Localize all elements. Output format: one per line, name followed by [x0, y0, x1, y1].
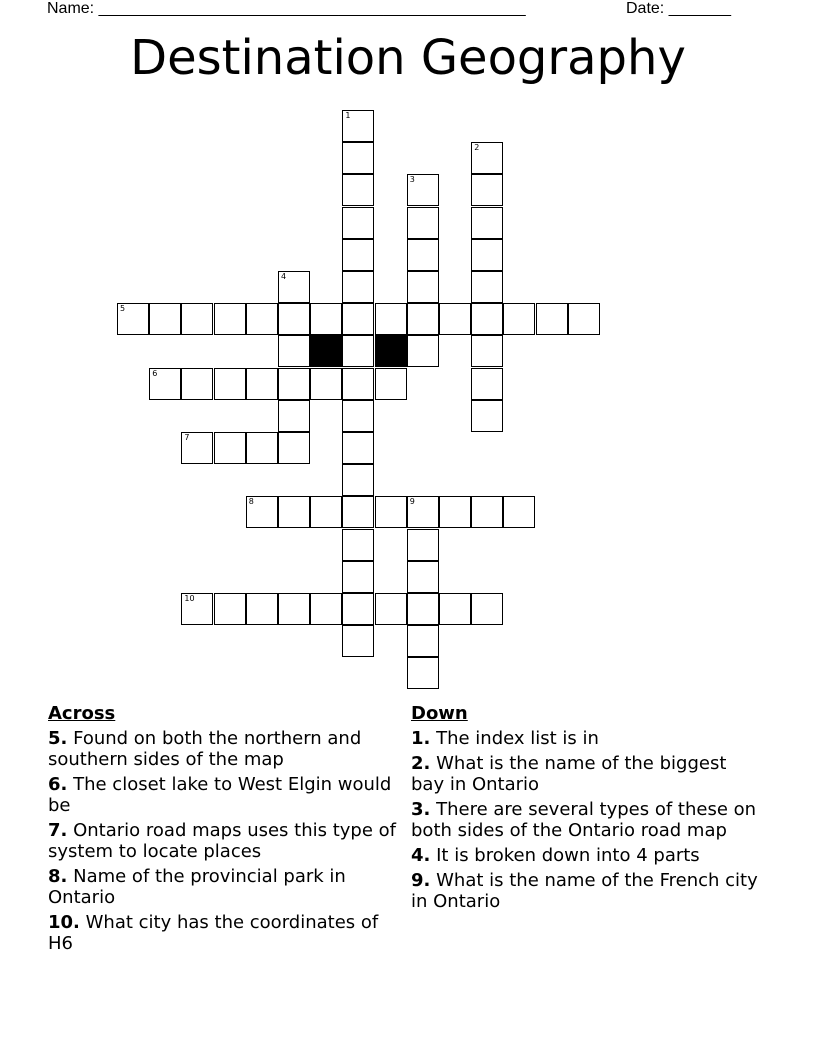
grid-cell[interactable] [246, 496, 278, 528]
grid-cell[interactable] [149, 303, 181, 335]
grid-cell[interactable] [214, 368, 246, 400]
grid-cell[interactable] [407, 207, 439, 239]
clue-text: Ontario road maps uses this type of system to locate places [48, 820, 397, 862]
grid-cell[interactable] [278, 593, 310, 625]
grid-cell[interactable] [342, 400, 374, 432]
grid-cell[interactable] [471, 239, 503, 271]
grid-cell[interactable] [342, 368, 374, 400]
grid-cell[interactable] [278, 271, 310, 303]
grid-cell[interactable] [310, 368, 342, 400]
clue-number: 2. [411, 753, 431, 774]
grid-cell[interactable] [342, 142, 374, 174]
grid-cell[interactable] [246, 593, 278, 625]
grid-cell[interactable] [310, 496, 342, 528]
grid-cell[interactable] [407, 496, 439, 528]
grid-cell[interactable] [375, 593, 407, 625]
grid-cell[interactable] [471, 335, 503, 367]
grid-cell[interactable] [439, 496, 471, 528]
grid-cell[interactable] [471, 593, 503, 625]
grid-cell[interactable] [278, 368, 310, 400]
clue-text: Name of the provincial park in Ontario [48, 866, 346, 908]
grid-cell[interactable] [471, 496, 503, 528]
grid-cell[interactable] [471, 142, 503, 174]
grid-cell[interactable] [278, 303, 310, 335]
grid-cell[interactable] [342, 496, 374, 528]
clue-number: 8. [48, 866, 68, 887]
grid-cell[interactable] [375, 368, 407, 400]
grid-cell[interactable] [568, 303, 600, 335]
down-clue [411, 753, 761, 795]
grid-cell[interactable] [149, 368, 181, 400]
down-clue [411, 728, 761, 749]
grid-cell[interactable] [471, 400, 503, 432]
down-clue [411, 845, 761, 866]
grid-cell[interactable] [471, 303, 503, 335]
across-clue [48, 774, 398, 816]
clue-number-label: 10 [184, 594, 195, 603]
grid-cell[interactable] [503, 496, 535, 528]
across-clues [48, 703, 398, 958]
grid-cell[interactable] [407, 657, 439, 689]
grid-cell[interactable] [214, 303, 246, 335]
grid-cell[interactable] [214, 593, 246, 625]
down-clue [411, 799, 761, 841]
clue-text: Found on both the northern and southern sides of the map [48, 728, 362, 770]
grid-cell[interactable] [342, 335, 374, 367]
grid-cell[interactable] [407, 561, 439, 593]
across-clue [48, 912, 398, 954]
grid-cell[interactable] [342, 593, 374, 625]
clue-text: It is broken down into 4 parts [436, 845, 700, 866]
grid-cell[interactable] [471, 174, 503, 206]
grid-cell[interactable] [342, 110, 374, 142]
grid-cell[interactable] [407, 625, 439, 657]
across-heading: Across [48, 703, 116, 724]
grid-cell[interactable] [342, 625, 374, 657]
grid-cell[interactable] [407, 174, 439, 206]
across-clue [48, 866, 398, 908]
clue-number: 4. [411, 845, 431, 866]
clue-text: What is the name of the French city in Ontario [411, 870, 758, 912]
clue-number-label: 3 [409, 175, 415, 185]
grid-cell[interactable] [181, 368, 213, 400]
grid-cell[interactable] [342, 239, 374, 271]
clue-number: 1. [411, 728, 431, 749]
grid-cell[interactable] [214, 432, 246, 464]
clue-number-label: 7 [184, 433, 190, 442]
clue-number-label: 1 [345, 111, 351, 120]
clue-text: The closet lake to West Elgin would be [48, 774, 392, 816]
down-clue [411, 870, 761, 912]
grid-cell[interactable] [342, 271, 374, 303]
grid-cell[interactable] [407, 239, 439, 271]
grid-cell[interactable] [471, 207, 503, 239]
grid-cell[interactable] [278, 432, 310, 464]
clue-number: 5. [48, 728, 68, 749]
clue-text: There are several types of these on both sides of the Ontario road map [411, 799, 757, 841]
grid-cell[interactable] [342, 432, 374, 464]
grid-cell[interactable] [246, 432, 278, 464]
clue-number: 7. [48, 820, 68, 841]
grid-cell[interactable] [375, 496, 407, 528]
clue-text: The index list is in [436, 728, 599, 749]
grid-cell[interactable] [342, 207, 374, 239]
down-heading: Down [411, 703, 468, 724]
grid-cell[interactable] [503, 303, 535, 335]
clue-number-label: 4 [281, 272, 287, 281]
grid-cell[interactable] [407, 593, 439, 625]
grid-cell[interactable] [407, 303, 439, 335]
grid-cell[interactable] [375, 303, 407, 335]
grid-cell[interactable] [278, 496, 310, 528]
clue-number-label: 6 [152, 368, 158, 378]
grid-cell[interactable] [342, 303, 374, 335]
across-clue [48, 728, 398, 770]
clue-number-label: 2 [474, 143, 480, 153]
date-field-label: Date: _______ [626, 0, 731, 17]
grid-cell[interactable] [181, 593, 213, 625]
clue-text: What is the name of the biggest bay in Ontario [411, 753, 727, 795]
grid-cell[interactable] [278, 400, 310, 432]
clue-number: 6. [48, 774, 68, 795]
grid-cell[interactable] [246, 303, 278, 335]
blocked-cell [310, 335, 342, 367]
clue-number-label: 5 [120, 304, 126, 314]
clue-number: 10. [48, 912, 80, 933]
grid-cell[interactable] [310, 303, 342, 335]
grid-cell[interactable] [310, 593, 342, 625]
name-field-label: Name: ________________________________________________ [47, 0, 526, 17]
grid-cell[interactable] [181, 432, 213, 464]
clue-number: 9. [411, 870, 431, 891]
grid-cell[interactable] [342, 529, 374, 561]
blocked-cell [375, 335, 407, 367]
grid-cell[interactable] [342, 174, 374, 206]
grid-cell[interactable] [471, 368, 503, 400]
grid-cell[interactable] [407, 271, 439, 303]
grid-cell[interactable] [439, 303, 471, 335]
grid-cell[interactable] [117, 303, 149, 335]
grid-cell[interactable] [407, 529, 439, 561]
grid-cell[interactable] [407, 335, 439, 367]
grid-cell[interactable] [342, 561, 374, 593]
clue-number: 3. [411, 799, 431, 820]
grid-cell[interactable] [471, 271, 503, 303]
clue-number-label: 9 [409, 497, 415, 507]
across-clue [48, 820, 398, 862]
grid-cell[interactable] [536, 303, 568, 335]
clue-number-label: 8 [248, 497, 254, 507]
down-clues [411, 703, 761, 916]
clue-text: What city has the coordinates of H6 [48, 912, 379, 954]
grid-cell[interactable] [278, 335, 310, 367]
grid-cell[interactable] [342, 464, 374, 496]
puzzle-title: Destination Geography [130, 30, 686, 86]
grid-cell[interactable] [181, 303, 213, 335]
grid-cell[interactable] [246, 368, 278, 400]
grid-cell[interactable] [439, 593, 471, 625]
